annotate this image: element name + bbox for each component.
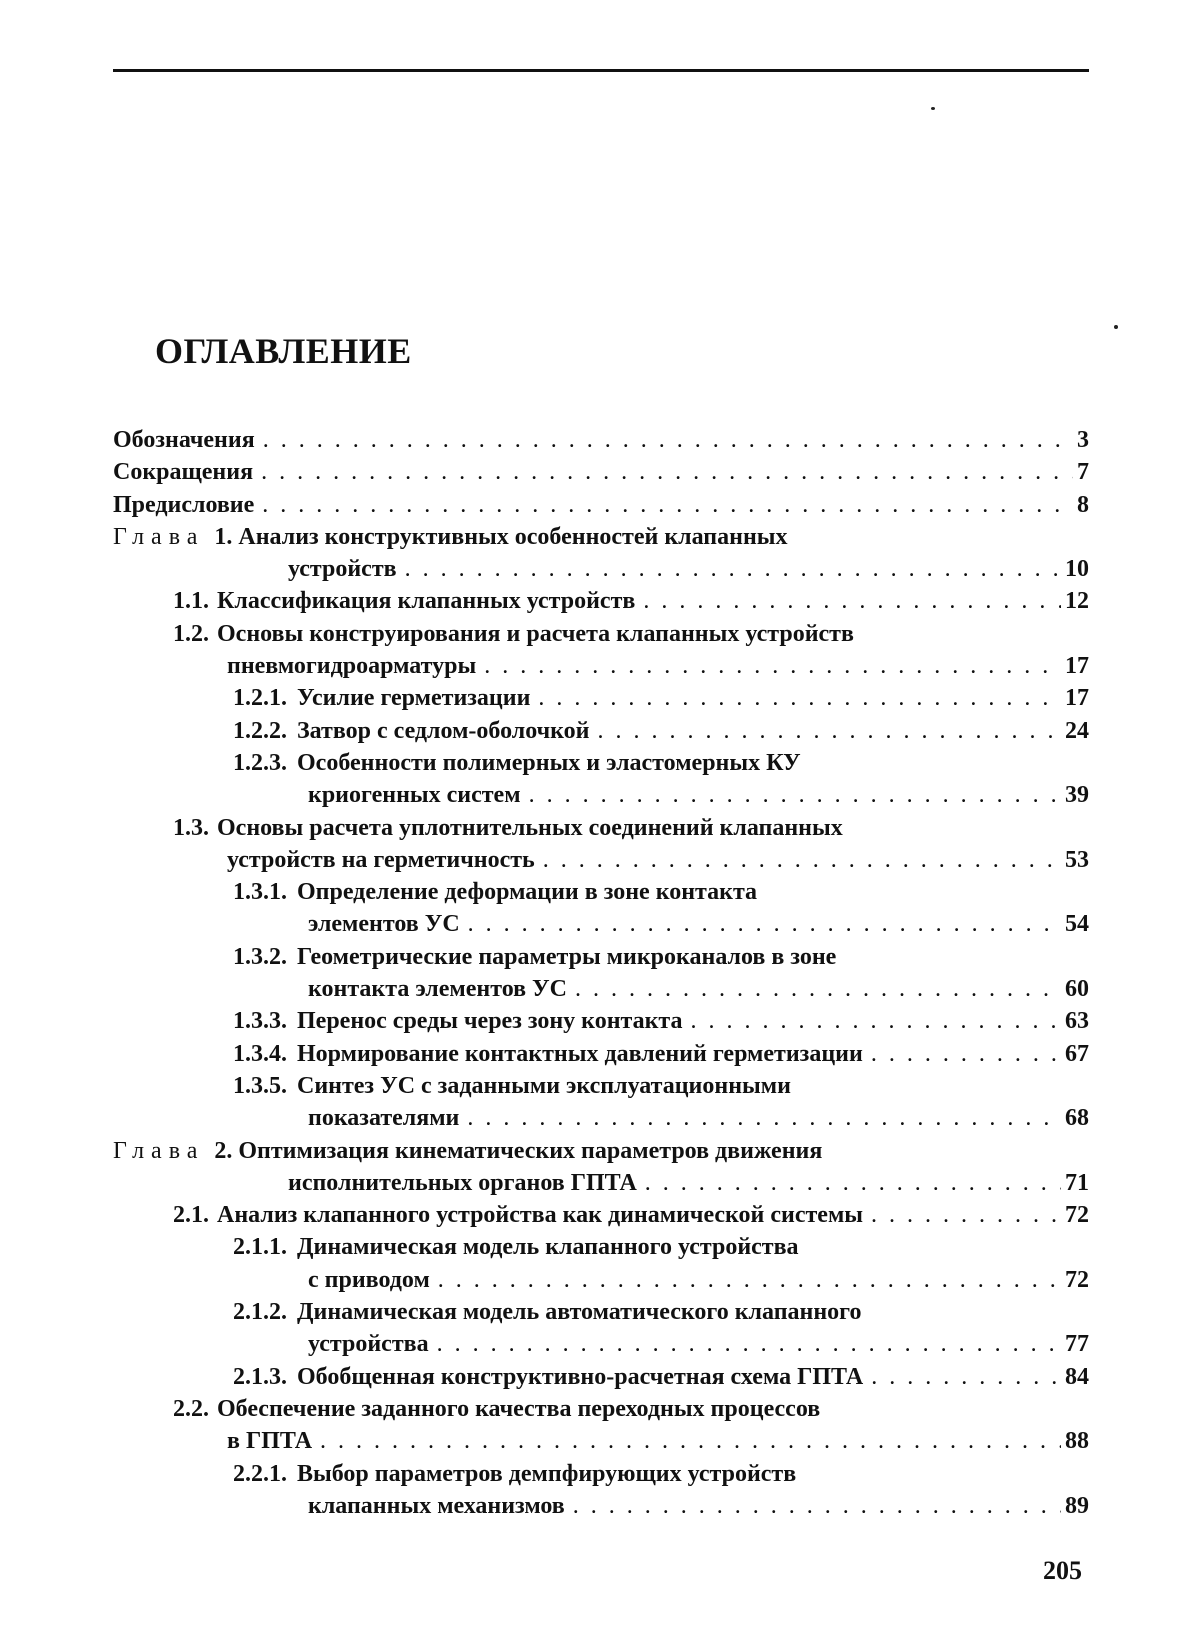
- dot-leader: [261, 456, 1073, 488]
- dot-leader: [543, 844, 1061, 876]
- toc-page-number: 72: [1065, 1266, 1089, 1293]
- toc-section-1-1[interactable]: [113, 585, 1089, 617]
- toc-entry-label: Геометрические параметры микроканалов в зоне: [297, 943, 837, 970]
- toc-section-2-2-continuation[interactable]: [113, 1425, 1089, 1457]
- toc-entry-label: Перенос среды через зону контакта: [297, 1008, 683, 1035]
- toc-section-1-3-2[interactable]: [113, 941, 1089, 973]
- toc-entry-label-continued: элементов УС: [308, 911, 460, 938]
- dot-leader: [573, 1490, 1061, 1522]
- toc-entry-label: Основы расчета уплотнительных соединений клапанных: [217, 814, 843, 841]
- toc-entry-label: Определение деформации в зоне контакта: [297, 879, 758, 906]
- toc-entry-oboznacheniya[interactable]: [113, 424, 1089, 456]
- toc-entry-label: Динамическая модель автоматического клапанного: [297, 1299, 862, 1326]
- dot-leader: [691, 1005, 1061, 1037]
- toc-page-number: 63: [1065, 1008, 1089, 1035]
- dot-leader: [405, 553, 1061, 585]
- dot-leader: [262, 489, 1073, 521]
- toc-entry-label-continued: с приводом: [308, 1266, 430, 1293]
- toc-section-2-2[interactable]: [113, 1393, 1089, 1425]
- section-number: 2.2.: [173, 1395, 209, 1422]
- toc-page-number: 12: [1065, 588, 1089, 615]
- toc-section-1-3-3[interactable]: [113, 1005, 1089, 1037]
- toc-section-1-3-5[interactable]: [113, 1070, 1089, 1102]
- toc-entry-label: Обеспечение заданного качества переходных процессов: [217, 1395, 821, 1422]
- toc-entry-label-continued: клапанных механизмов: [308, 1492, 565, 1519]
- toc-entry-label: Синтез УС с заданными эксплуатационными: [297, 1072, 791, 1099]
- dot-leader: [437, 1328, 1061, 1360]
- toc-section-2-1-1[interactable]: [113, 1231, 1089, 1263]
- toc-entry-label: 1. Анализ конструктивных особенностей клапанных: [214, 523, 788, 550]
- toc-section-2-1-2-continuation[interactable]: [113, 1328, 1089, 1360]
- toc-entry-sokrashcheniya[interactable]: [113, 456, 1089, 488]
- toc-section-1-2-continuation[interactable]: [113, 650, 1089, 682]
- toc-entry-label: Основы конструирования и расчета клапанных устройств: [217, 620, 854, 647]
- dot-leader: [575, 973, 1061, 1005]
- toc-entry-label: Сокращения: [113, 459, 254, 486]
- toc-section-1-2-3-continuation[interactable]: [113, 779, 1089, 811]
- toc-section-1-3-1-continuation[interactable]: [113, 908, 1089, 940]
- dot-leader: [529, 779, 1061, 811]
- toc-entry-label: Обобщенная конструктивно-расчетная схема ГПТА: [297, 1363, 864, 1390]
- toc-section-1-2[interactable]: [113, 618, 1089, 650]
- dot-leader: [643, 585, 1061, 617]
- toc-section-1-3-continuation[interactable]: [113, 844, 1089, 876]
- section-number: 1.1.: [173, 588, 209, 615]
- toc-entry-label-continued: пневмогидроарматуры: [227, 653, 477, 680]
- toc-page-number: 10: [1065, 556, 1089, 583]
- toc-section-1-3[interactable]: [113, 812, 1089, 844]
- toc-section-1-3-4[interactable]: [113, 1038, 1089, 1070]
- toc-chapter-1-continuation[interactable]: [113, 553, 1089, 585]
- toc-page-number: 54: [1065, 911, 1089, 938]
- toc-page-number: 89: [1065, 1492, 1089, 1519]
- section-number: 1.3.5.: [233, 1072, 287, 1099]
- toc-page-number: 88: [1065, 1428, 1089, 1455]
- section-number: 1.3.3.: [233, 1008, 287, 1035]
- toc-page-number: 3: [1077, 427, 1089, 453]
- toc-page-number: 17: [1065, 685, 1089, 712]
- toc-entry-label: 2. Оптимизация кинематических параметров движения: [214, 1137, 823, 1164]
- toc-page-number: 17: [1065, 653, 1089, 680]
- dot-leader: [538, 682, 1061, 714]
- section-number: 2.1.: [173, 1202, 209, 1229]
- toc-section-2-1-3[interactable]: [113, 1361, 1089, 1393]
- toc-section-2-2-1[interactable]: [113, 1458, 1089, 1490]
- scan-speck: [1114, 325, 1118, 329]
- dot-leader: [871, 1361, 1061, 1393]
- toc-entry-label: Особенности полимерных и эластомерных КУ: [297, 749, 801, 776]
- toc-section-1-3-5-continuation[interactable]: [113, 1102, 1089, 1134]
- toc-section-2-2-1-continuation[interactable]: [113, 1490, 1089, 1522]
- toc-entry-label: Классификация клапанных устройств: [217, 588, 636, 615]
- page-number: 205: [1043, 1556, 1082, 1585]
- toc-entry-label-continued: в ГПТА: [227, 1428, 313, 1455]
- section-number: 1.2.3.: [233, 749, 287, 776]
- toc-entry-label-continued: контакта элементов УС: [308, 976, 567, 1003]
- section-number: 2.2.1.: [233, 1460, 287, 1487]
- section-number: 2.1.2.: [233, 1299, 287, 1326]
- toc-section-2-1[interactable]: [113, 1199, 1089, 1231]
- section-number: 1.3.: [173, 814, 209, 841]
- toc-page-number: 7: [1077, 459, 1089, 486]
- toc-page-number: 71: [1065, 1169, 1089, 1196]
- section-number: 2.1.3.: [233, 1363, 287, 1390]
- toc-chapter-2-heading[interactable]: [113, 1135, 1089, 1167]
- toc-entry-label: Анализ клапанного устройства как динамической системы: [217, 1202, 864, 1229]
- toc-chapter-2-continuation[interactable]: [113, 1167, 1089, 1199]
- toc-page-number: 68: [1065, 1105, 1089, 1132]
- dot-leader: [598, 715, 1062, 747]
- toc-entry-label-continued: устройств на герметичность: [227, 846, 535, 873]
- toc-entry-label: Усилие герметизации: [297, 685, 531, 712]
- toc-entry-label-continued: криогенных систем: [308, 782, 521, 809]
- toc-section-1-2-1[interactable]: [113, 682, 1089, 714]
- toc-entry-label-continued: показателями: [308, 1105, 460, 1132]
- toc-section-2-1-2[interactable]: [113, 1296, 1089, 1328]
- chapter-prefix: Глава: [113, 1137, 205, 1164]
- toc-chapter-1-heading[interactable]: [113, 521, 1089, 553]
- section-number: 1.3.1.: [233, 879, 287, 906]
- toc-page-number: 8: [1077, 491, 1089, 518]
- toc-section-2-1-1-continuation[interactable]: [113, 1264, 1089, 1296]
- header-rule: [113, 69, 1089, 72]
- toc-page-number: 84: [1065, 1363, 1089, 1390]
- toc-section-1-3-1[interactable]: [113, 876, 1089, 908]
- page-title: ОГЛАВЛЕНИЕ: [155, 331, 412, 371]
- section-number: 1.2.: [173, 620, 209, 647]
- toc-entry-label: Выбор параметров демпфирующих устройств: [297, 1460, 797, 1487]
- toc-entry-label-continued: устройств: [288, 556, 397, 583]
- toc-page-number: 60: [1065, 976, 1089, 1003]
- chapter-prefix: Глава: [113, 523, 205, 550]
- toc-entry-label: Предисловие: [113, 491, 255, 518]
- toc-entry-label: Обозначения: [113, 427, 255, 453]
- toc-page-number: 24: [1065, 717, 1089, 744]
- toc-page-number: 72: [1065, 1202, 1089, 1229]
- dot-leader: [645, 1167, 1061, 1199]
- dot-leader: [438, 1264, 1061, 1296]
- toc-page-number: 67: [1065, 1040, 1089, 1067]
- toc-page-number: 77: [1065, 1331, 1089, 1358]
- toc-entry-predislovie[interactable]: [113, 489, 1089, 521]
- toc-section-1-2-3[interactable]: [113, 747, 1089, 779]
- dot-leader: [263, 424, 1073, 456]
- toc-section-1-2-2[interactable]: [113, 715, 1089, 747]
- dot-leader: [484, 650, 1061, 682]
- section-number: 1.2.2.: [233, 717, 287, 744]
- section-number: 1.3.4.: [233, 1040, 287, 1067]
- section-number: 2.1.1.: [233, 1234, 287, 1261]
- toc-page-number: 39: [1065, 782, 1089, 809]
- toc-entry-label: Динамическая модель клапанного устройства: [297, 1234, 799, 1261]
- toc-entry-label: Нормирование контактных давлений герметизации: [297, 1040, 863, 1067]
- toc-page-number: 53: [1065, 846, 1089, 873]
- table-of-contents: [113, 424, 1089, 1522]
- toc-entry-label-continued: исполнительных органов ГПТА: [288, 1169, 637, 1196]
- dot-leader: [467, 1102, 1061, 1134]
- toc-entry-label: Затвор с седлом-оболочкой: [297, 717, 590, 744]
- toc-entry-label-continued: устройства: [308, 1331, 429, 1358]
- section-number: 1.3.2.: [233, 943, 287, 970]
- dot-leader: [320, 1425, 1061, 1457]
- dot-leader: [871, 1199, 1061, 1231]
- toc-section-1-3-2-continuation[interactable]: [113, 973, 1089, 1005]
- scan-speck: [931, 107, 935, 110]
- dot-leader: [871, 1038, 1061, 1070]
- section-number: 1.2.1.: [233, 685, 287, 712]
- dot-leader: [468, 908, 1061, 940]
